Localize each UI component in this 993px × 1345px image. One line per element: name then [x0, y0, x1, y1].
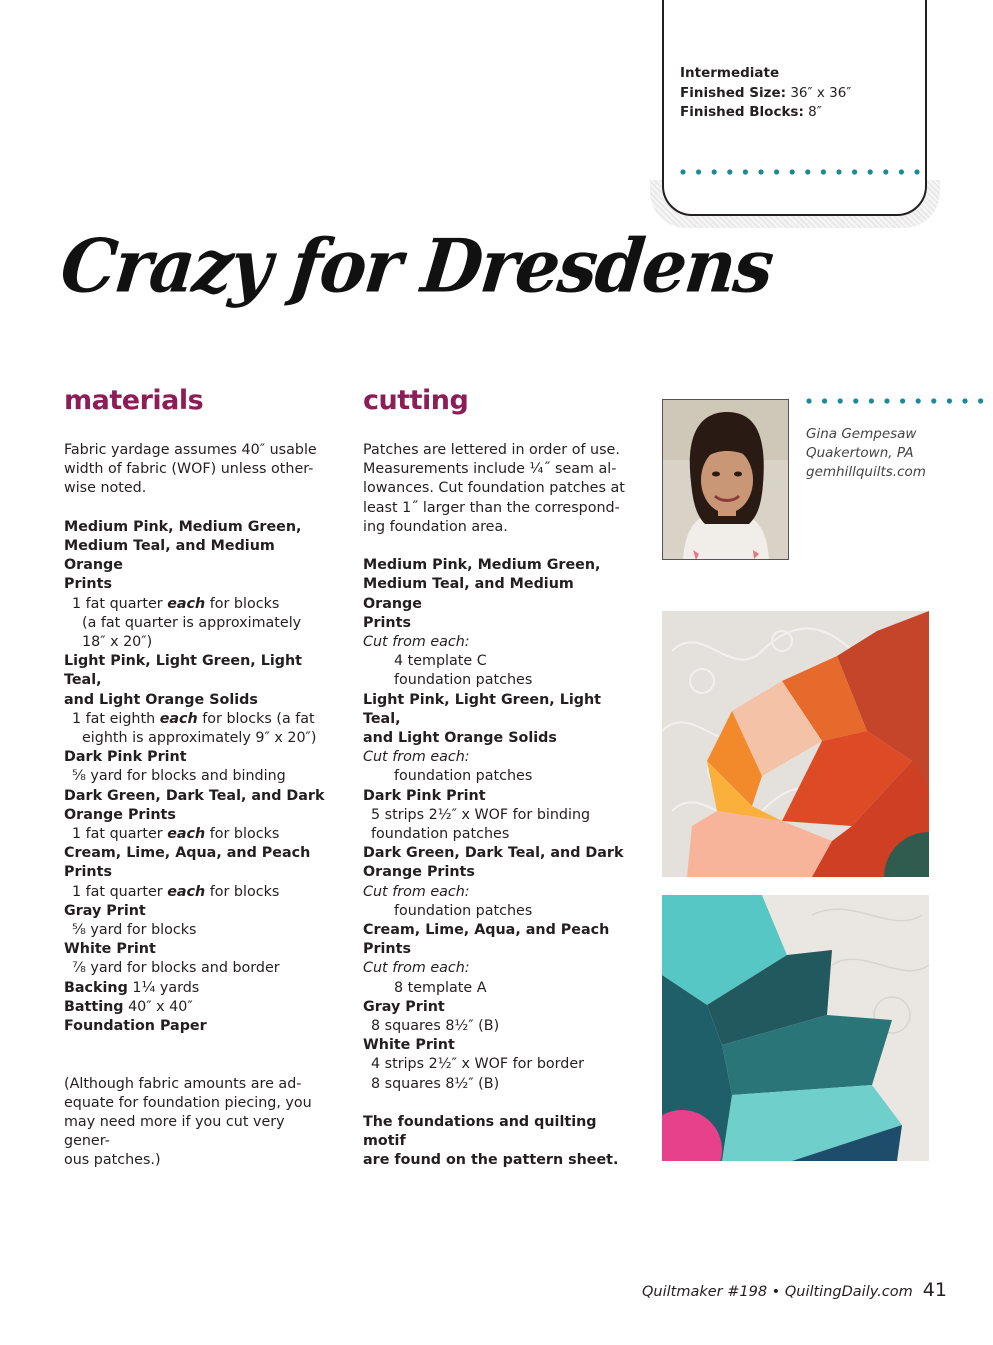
materials-note-line: may need more if you cut very gener- — [64, 1114, 285, 1150]
item-heading: Dark Green, Dark Teal, and Dark — [363, 845, 624, 862]
item-heading: Medium Teal, and Medium Orange — [64, 538, 275, 574]
item-detail: foundation patches — [394, 768, 533, 785]
designer-photo — [662, 399, 789, 560]
dot — [743, 169, 748, 174]
item-detail: Cut from each: — [363, 634, 470, 651]
item-heading: Medium Teal, and Medium Orange — [363, 576, 574, 612]
item-heading: Backing — [64, 979, 128, 996]
page-footer — [642, 1279, 947, 1301]
info-card — [662, 0, 927, 216]
item-detail: foundation patches — [394, 672, 533, 689]
item-heading: Cream, Lime, Aqua, and Peach — [363, 922, 610, 939]
item-detail: 5 strips 2½″ x WOF for binding — [371, 806, 591, 823]
designer-dot-rule — [806, 396, 993, 406]
item-heading: White Print — [363, 1037, 455, 1054]
dot — [821, 169, 826, 174]
designer-name: Gina Gempesaw — [806, 426, 917, 442]
emphasis: each — [167, 883, 206, 900]
item-heading: Batting — [64, 998, 124, 1015]
item-detail: 1 fat eighth each for blocks (a fat — [72, 710, 315, 727]
materials-note-line: equate for foundation piecing, you — [64, 1094, 312, 1111]
dot — [899, 169, 904, 174]
cutting-intro-line: lowances. Cut foundation patches at — [363, 480, 625, 497]
item-detail: 4 template C — [394, 653, 487, 670]
quilt-block-photo-warm — [662, 611, 929, 877]
item-heading: Gray Print — [363, 998, 445, 1015]
spacer — [64, 1036, 332, 1055]
designer-credit — [806, 425, 926, 483]
quilt-block-photo-cool — [662, 895, 929, 1161]
dot — [962, 398, 967, 403]
dot — [696, 169, 701, 174]
item-heading: and Light Orange Solids — [363, 730, 557, 747]
cutting-intro-line: ing foundation area. — [363, 518, 508, 535]
cutting-intro-line: least 1˝ larger than the correspond- — [363, 499, 620, 516]
dot — [838, 398, 843, 403]
item-heading: Gray Print — [64, 902, 146, 919]
dot — [806, 398, 811, 403]
dot — [836, 169, 841, 174]
dot — [727, 169, 732, 174]
dot — [868, 169, 873, 174]
cutting-intro-line: Patches are lettered in order of use. — [363, 442, 620, 458]
emphasis: each — [167, 826, 206, 843]
dot — [758, 169, 763, 174]
finished-size: Finished Size: 36″ x 36″ — [680, 84, 852, 101]
dot — [853, 398, 858, 403]
cutting-column — [363, 385, 631, 1171]
cutting-footer-note: The foundations and quilting motif — [363, 1114, 597, 1150]
materials-inline-item: Backing 1¼ yards — [64, 979, 200, 996]
item-detail: 8 template A — [394, 979, 487, 996]
dot — [790, 169, 795, 174]
item-detail: 8 squares 8½″ (B) — [371, 1018, 500, 1035]
materials-heading: materials — [64, 385, 204, 416]
item-heading: Light Pink, Light Green, Light Teal, — [64, 653, 302, 689]
page-number: 41 — [922, 1279, 947, 1301]
item-detail: 1 fat quarter each for blocks — [72, 883, 280, 900]
emphasis: each — [159, 710, 198, 727]
materials-intro-line: wise noted. — [64, 480, 147, 497]
item-heading: Prints — [64, 864, 112, 881]
finished-blocks: Finished Blocks: 8″ — [680, 104, 822, 120]
dot — [883, 169, 888, 174]
materials-intro-line: width of fabric (WOF) unless other- — [64, 461, 314, 478]
spacer — [363, 537, 631, 556]
item-detail: 18″ x 20″) — [82, 634, 153, 651]
item-detail: Cut from each: — [363, 883, 470, 900]
dot — [916, 398, 921, 403]
item-detail: ⅝ yard for blocks and binding — [72, 768, 286, 785]
item-heading: Light Pink, Light Green, Light Teal, — [363, 691, 601, 727]
cutting-footer-note: are found on the pattern sheet. — [363, 1152, 619, 1169]
item-heading: White Print — [64, 941, 156, 958]
item-heading: Foundation Paper — [64, 1018, 207, 1035]
item-heading: Prints — [363, 941, 411, 958]
designer-website: gemhillquilts.com — [806, 464, 926, 481]
dot — [822, 398, 827, 403]
materials-intro-line: Fabric yardage assumes 40″ usable — [64, 442, 317, 458]
item-heading: Medium Pink, Medium Green, — [64, 518, 302, 535]
dot — [884, 398, 889, 403]
item-heading: Orange Prints — [64, 806, 176, 823]
materials-inline-item — [64, 1017, 332, 1036]
dot — [869, 398, 874, 403]
materials-inline-item: Batting 40″ x 40″ — [64, 998, 193, 1015]
item-heading: Dark Pink Print — [363, 787, 486, 804]
dot — [931, 398, 936, 403]
dot — [947, 398, 952, 403]
item-detail: foundation patches — [371, 826, 510, 843]
item-heading: Prints — [64, 576, 112, 593]
item-heading: Orange Prints — [363, 864, 475, 881]
item-detail: foundation patches — [394, 902, 533, 919]
item-heading: Prints — [363, 614, 411, 631]
dot — [978, 398, 983, 403]
item-detail: 1 fat quarter each for blocks — [72, 826, 280, 843]
skill-level: Intermediate — [680, 65, 780, 81]
card-dot-rule — [680, 167, 920, 177]
designer-location: Quakertown, PA — [806, 445, 914, 462]
dot — [712, 169, 717, 174]
item-heading: Cream, Lime, Aqua, and Peach — [64, 845, 311, 862]
dot — [852, 169, 857, 174]
cutting-list — [363, 441, 631, 1171]
item-heading: Dark Pink Print — [64, 749, 187, 766]
emphasis: each — [167, 595, 206, 612]
spacer — [64, 499, 332, 518]
spacer — [363, 1094, 631, 1113]
dot — [680, 169, 685, 174]
materials-note-line: (Although fabric amounts are ad- — [64, 1075, 302, 1092]
item-detail: (a fat quarter is approximately — [82, 614, 302, 631]
item-detail: 8 squares 8½″ (B) — [371, 1075, 500, 1092]
materials-list — [64, 441, 332, 1171]
dot — [914, 169, 919, 174]
materials-column — [64, 385, 332, 1171]
item-heading: Dark Green, Dark Teal, and Dark — [64, 787, 325, 804]
dot — [774, 169, 779, 174]
materials-note-line: ous patches.) — [64, 1152, 161, 1169]
page-title: Crazy for Dresdens — [56, 222, 777, 310]
item-heading: Medium Pink, Medium Green, — [363, 557, 601, 574]
dot — [805, 169, 810, 174]
dot — [900, 398, 905, 403]
item-detail: eighth is approximately 9″ x 20″) — [82, 730, 317, 747]
item-heading: and Light Orange Solids — [64, 691, 258, 708]
item-detail: Cut from each: — [363, 960, 470, 977]
cutting-intro-line: Measurements include ¼˝ seam al- — [363, 461, 617, 478]
item-detail: ⅞ yard for blocks and border — [72, 960, 280, 977]
footer-source: Quiltmaker #198 • QuiltingDaily.com — [642, 1284, 913, 1300]
item-detail: Cut from each: — [363, 749, 470, 766]
spacer — [64, 1055, 332, 1074]
item-detail: 1 fat quarter each for blocks — [72, 595, 280, 612]
item-detail: ⅝ yard for blocks — [72, 922, 197, 939]
cutting-heading: cutting — [363, 385, 469, 416]
item-detail: 4 strips 2½″ x WOF for border — [371, 1056, 585, 1073]
